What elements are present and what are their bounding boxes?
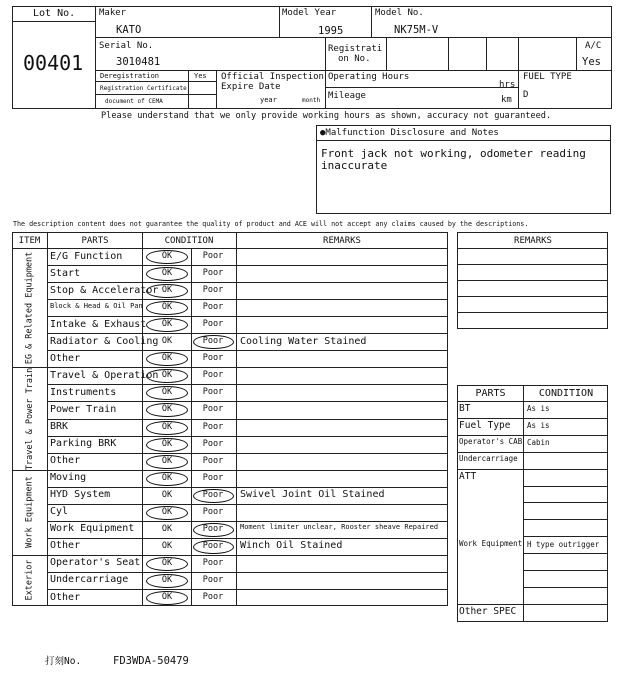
model-no-value: NK75M-V: [394, 24, 439, 36]
part-label: Other: [50, 352, 81, 364]
serial-label: Serial No.: [99, 41, 154, 51]
ok-option: OK: [161, 285, 173, 296]
part-label: BRK: [50, 421, 69, 433]
ok-option: OK: [161, 472, 173, 483]
condition-selected-circle: [146, 438, 188, 452]
col-parts-header: PARTS: [81, 236, 109, 246]
part-label: Work Equipment: [50, 523, 135, 535]
spec-part-label: BT: [459, 403, 471, 415]
ok-option: OK: [161, 455, 173, 466]
part-label: Undercarriage: [50, 574, 129, 586]
part-label: Parking BRK: [50, 438, 117, 450]
remark-text: Moment limiter unclear, Rooster sheave Repaired: [240, 523, 439, 532]
spec-condition-value: As is: [527, 404, 550, 414]
fuel-type-value: D: [523, 90, 529, 100]
lot-number: 00401: [23, 51, 84, 75]
poor-option: Poor: [202, 268, 224, 279]
hrs-label: hrs: [499, 80, 516, 90]
poor-option: Poor: [202, 421, 224, 432]
poor-option: Poor: [202, 404, 224, 415]
ok-option: OK: [161, 336, 173, 347]
ok-option: OK: [161, 489, 173, 500]
year-label: year: [260, 96, 277, 104]
ok-option: OK: [161, 574, 173, 585]
model-no-label: Model No.: [375, 8, 424, 18]
ok-option: OK: [161, 592, 173, 603]
remark-text: Winch Oil Stained: [240, 540, 343, 552]
lot-label: Lot No.: [33, 8, 76, 19]
group-label: Exterior: [24, 559, 35, 601]
spec-condition-value: Cabin: [527, 438, 550, 448]
poor-option: Poor: [202, 353, 224, 364]
ok-option: OK: [161, 319, 173, 330]
part-label: Operator's Seat: [50, 557, 141, 569]
ok-option: OK: [161, 523, 173, 534]
model-year-value: 1995: [318, 25, 344, 37]
part-label: Instruments: [50, 386, 117, 398]
deregistration-value: Yes: [194, 72, 207, 80]
spec-condition-value: H type outrigger: [527, 539, 600, 549]
spec-part-label: Undercarriage: [459, 454, 518, 464]
part-label: Stop & Accelerator: [50, 284, 159, 296]
condition-selected-circle: [146, 267, 188, 281]
part-label: Moving: [50, 472, 87, 484]
spec-part-label: Other SPEC: [459, 606, 517, 618]
poor-option: Poor: [202, 506, 224, 517]
ok-option: OK: [161, 438, 173, 449]
official-inspection-label-2: Expire Date: [221, 82, 281, 92]
part-label: Power Train: [50, 403, 117, 415]
ac-label: A/C: [585, 41, 602, 51]
stamp-label: 打刻No.: [45, 656, 82, 667]
ok-option: OK: [161, 404, 173, 415]
part-label: Other: [50, 540, 81, 552]
fuel-type-label: FUEL TYPE: [523, 72, 572, 82]
condition-selected-circle: [146, 506, 188, 520]
hours-notice: Please understand that we only provide working hours as shown, accuracy not guaranteed.: [101, 111, 552, 121]
part-label: Other: [50, 455, 81, 467]
month-label: month: [302, 97, 321, 104]
ok-option: OK: [161, 251, 173, 262]
ok-option: OK: [161, 302, 173, 313]
remark-text: Cooling Water Stained: [240, 335, 367, 347]
serial-value: 3010481: [116, 56, 161, 68]
part-label: Travel & Operation: [50, 369, 159, 381]
poor-option: Poor: [202, 574, 224, 585]
part-label: Start: [50, 267, 81, 279]
poor-option: Poor: [202, 370, 224, 381]
condition-selected-circle: [193, 523, 234, 537]
poor-option: Poor: [202, 285, 224, 296]
condition-selected-circle: [193, 489, 234, 503]
part-label: HYD System: [50, 489, 111, 501]
ok-option: OK: [161, 506, 173, 517]
ok-option: OK: [161, 268, 173, 279]
group-label: Travel & Power Train: [25, 367, 36, 470]
spec-part-label: Work Equipment: [459, 538, 523, 548]
ok-option: OK: [161, 370, 173, 381]
condition-selected-circle: [193, 540, 234, 554]
group-label: EG & Related Equipment: [25, 251, 35, 364]
part-label: Other: [50, 591, 81, 603]
poor-option: Poor: [202, 302, 224, 313]
remark-text: Swivel Joint Oil Stained: [240, 489, 385, 501]
spec-condition-value: As is: [527, 421, 550, 431]
registration-label-1: Registrati: [328, 44, 383, 54]
condition-selected-circle: [146, 250, 188, 264]
part-label: Intake & Exhaust: [50, 318, 147, 330]
poor-option: Poor: [202, 557, 224, 568]
right-condition-header: CONDITION: [538, 388, 594, 399]
deregistration-label: Deregistration: [100, 72, 160, 80]
poor-option: Poor: [202, 438, 224, 449]
ac-value: Yes: [582, 56, 601, 68]
model-year-label: Model Year: [282, 8, 337, 18]
malfunction-text-line-1: Front jack not working, odometer reading: [321, 147, 586, 160]
poor-option: Poor: [202, 455, 224, 466]
disclaimer: The description content does not guarantee the quality of product and ACE will not accept any claims caused by the descriptions.: [13, 220, 529, 228]
ok-option: OK: [161, 353, 173, 364]
condition-selected-circle: [146, 591, 188, 605]
poor-option: Poor: [202, 336, 224, 347]
condition-selected-circle: [146, 455, 188, 469]
spec-part-label: Operator's CAB: [459, 437, 523, 447]
poor-option: Poor: [202, 472, 224, 483]
stamp-value: FD3WDA-50479: [113, 655, 189, 667]
spec-part-label: Fuel Type: [459, 420, 511, 432]
operating-hours-label: Operating Hours: [328, 72, 410, 82]
official-inspection-label-1: Official Inspection: [221, 72, 324, 82]
maker-value: KATO: [116, 24, 142, 36]
ok-option: OK: [161, 557, 173, 568]
part-label: E/G Function: [50, 250, 123, 262]
condition-selected-circle: [146, 574, 188, 588]
part-label: Radiator & Cooling: [50, 335, 159, 347]
poor-option: Poor: [202, 592, 224, 603]
malfunction-title: ●Malfunction Disclosure and Notes: [320, 128, 499, 138]
ok-option: OK: [161, 540, 173, 551]
maker-label: Maker: [99, 8, 127, 18]
part-label: Block & Head & Oil Pan: [50, 301, 143, 310]
col-remarks-header: REMARKS: [323, 236, 361, 246]
poor-option: Poor: [202, 540, 224, 551]
part-label: Cyl: [50, 506, 69, 518]
poor-option: Poor: [202, 489, 224, 500]
right-remarks-header: REMARKS: [514, 236, 552, 246]
poor-option: Poor: [202, 251, 224, 262]
poor-option: Poor: [202, 387, 224, 398]
group-label: Work Equipment: [25, 476, 35, 549]
col-condition-header: CONDITION: [164, 236, 214, 246]
condition-selected-circle: [146, 421, 188, 435]
ok-option: OK: [161, 421, 173, 432]
km-label: km: [501, 95, 512, 105]
condition-selected-circle: [146, 472, 188, 486]
registration-label-2: on No.: [338, 54, 371, 64]
col-item-header: ITEM: [18, 236, 41, 246]
condition-selected-circle: [146, 557, 188, 571]
ok-option: OK: [161, 387, 173, 398]
cema-label: document of CEMA: [105, 98, 163, 105]
spec-part-label: ATT: [459, 471, 477, 483]
poor-option: Poor: [202, 523, 224, 534]
poor-option: Poor: [202, 319, 224, 330]
malfunction-text-line-2: inaccurate: [321, 159, 388, 172]
registration-certificate-label: Registration Certificate: [100, 85, 187, 92]
right-parts-header: PARTS: [475, 388, 506, 399]
mileage-label: Mileage: [328, 91, 366, 101]
